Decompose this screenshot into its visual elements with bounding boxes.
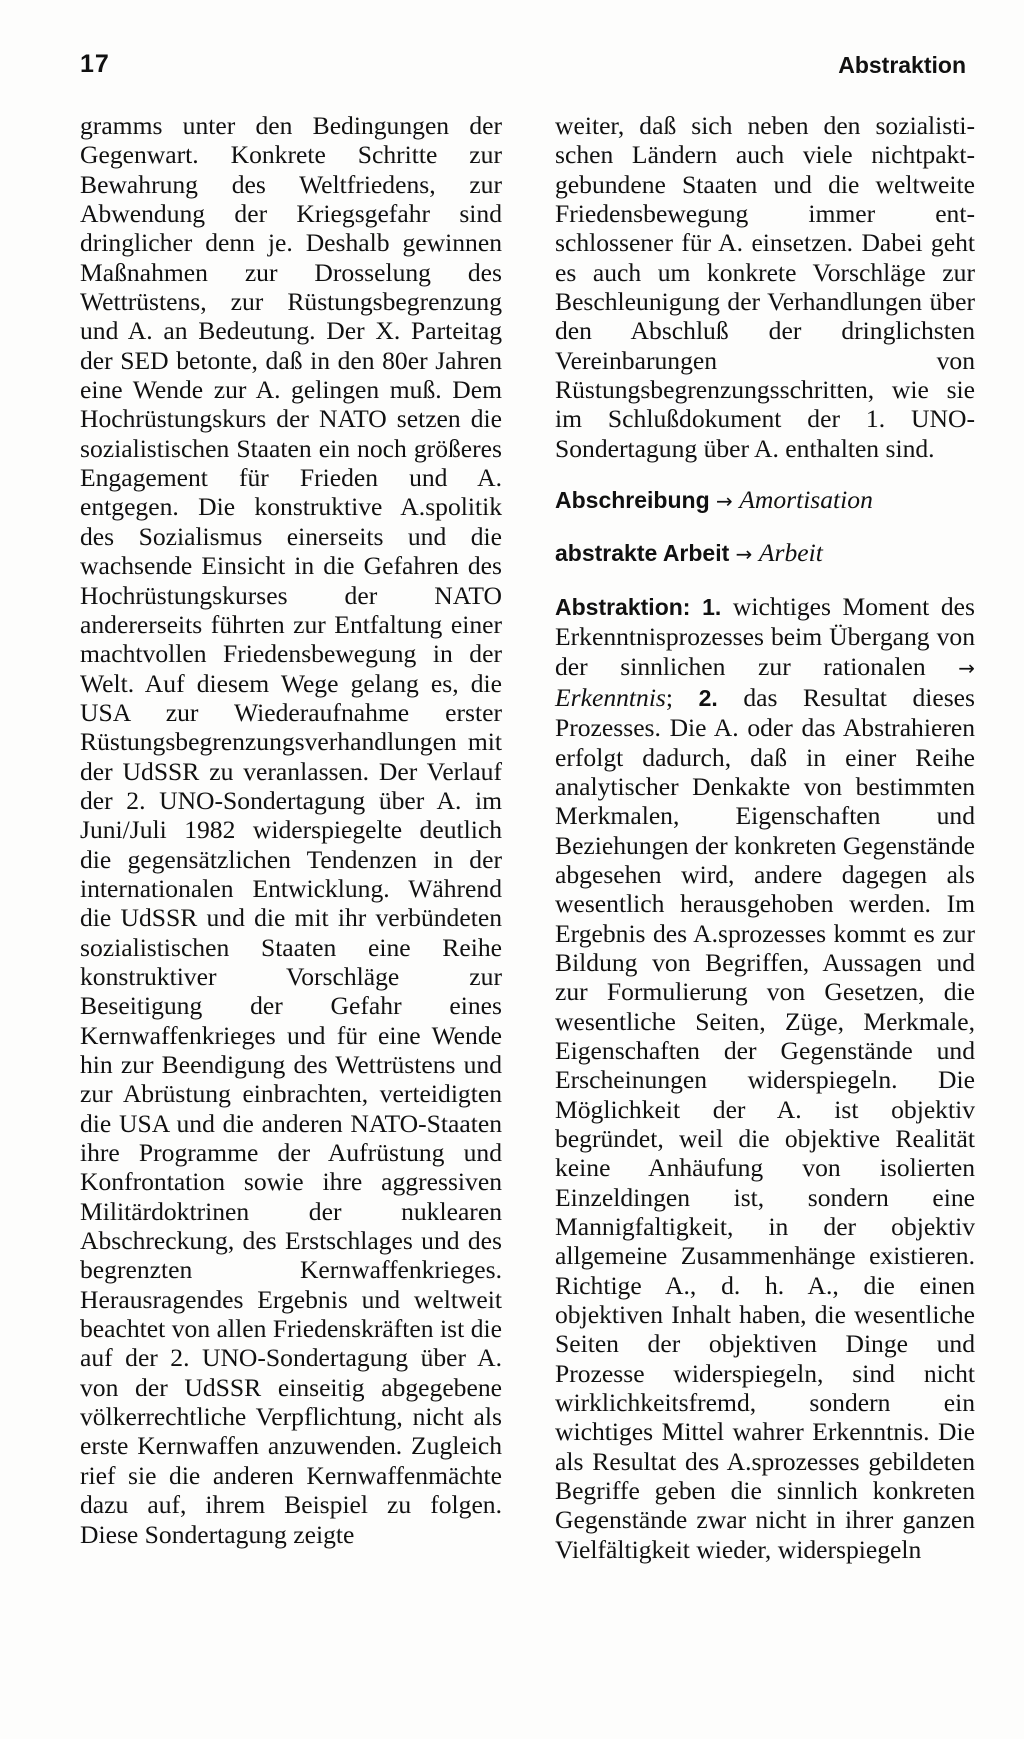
sense-number: 2. <box>698 684 718 711</box>
entry-abschreibung <box>555 485 975 516</box>
running-head: Abstraktion <box>838 52 966 78</box>
entry-text: das Resultat dieses Prozesses. Die A. oder das Abstrahieren erfolgt dadurch, daß in einer Reihe analytischer Denkakte von bestimmten Merkmalen, Eigenschaften und Beziehungen der konkreten Gegenstände abgesehen wird, andere dagegen als wesentlich herausgehoben werden. Im Ergebnis des A.sprozesses kommt es zur Bildung von Begriffen, Aussagen und zur Formulierung von Gesetzen, die wesentliche Seiten, Züge, Merkmale, Eigenschaften der Gegenstände und Erscheinungen widerspiegeln. Die Möglichkeit der A. ist objektiv begründet, weil die objektive Realität keine Anhäufung von isolierten Einzeldingen ist, sondern eine Mannigfaltigkeit, in der objektiv allgemeine Zusammenhänge existieren. Richtige A., d. h. A., die einen objektiven Inhalt haben, die wesentliche Seiten der objektiven Dinge und Prozesse widerspiegeln, sind nicht wirklichkeitsfremd, sondern ein wichtiges Mittel wahrer Erkenntnis. Die als Resultat des A.sprozesses gebildeten Begriffe geben die sinnlich konkreten Gegenstände zwar nicht in ihrer ganzen Vielfältigkeit wieder, widerspiegeln <box>555 682 975 1564</box>
separator: ; <box>665 682 674 712</box>
right-column <box>555 111 975 1564</box>
cross-reference: Arbeit <box>758 538 823 568</box>
entry-abstrakte-arbeit <box>555 538 975 569</box>
headword: abstrakte Arbeit <box>555 540 730 567</box>
entry-abstraktion <box>555 592 975 1564</box>
cross-reference: Erkenntnis <box>555 682 666 712</box>
headword: Abschreibung <box>555 487 710 514</box>
left-column <box>80 111 502 1549</box>
cross-reference-arrow-icon: → <box>735 542 753 567</box>
continuation-text: weiter, daß sich neben den sozialistischen Ländern auch viele nichtpaktgebundene Staaten und die weltweite Friedensbewegung immer entschlossener für A. einsetzen. Dabei geht es auch um konkrete Vorschläge zur Beschleunigung der Verhandlungen über den Abschluß der dringlichsten Vereinbarungen von Rüstungsbegrenzungsschritten, wie sie im Schlußdokument der 1. UNO-Sondertagung über A. enthalten sind. <box>555 111 975 463</box>
page-number: 17 <box>80 50 110 78</box>
entry-text: wichtiges Moment des Erkenntnisprozesses beim Übergang von der sinnlichen zur rationalen <box>555 591 975 681</box>
headword: Abstraktion: <box>555 593 691 620</box>
cross-reference-arrow-icon: → <box>716 489 733 514</box>
cross-reference: Amortisation <box>739 485 873 515</box>
left-column-text: gramms unter den Bedingungen der Gegenwart. Konkrete Schritte zur Bewahrung des Weltfriedens, zur Abwendung der Kriegsgefahr sind dringlicher denn je. Deshalb gewinnen Maßnahmen zur Drosselung des Wettrüstens, zur Rüstungsbegrenzung und A. an Bedeutung. Der X. Parteitag der SED betonte, daß in den 80er Jahren eine Wende zur A. gelingen muß. Dem Hochrüstungskurs der NATO setzen die sozialistischen Staaten ein noch größeres Engagement für Frieden und A. entgegen. Die konstruktive A.spolitik des Sozialismus einerseits und die wachsende Einsicht in die Gefahren des Hochrüstungskurses der NATO andererseits führten zur Entfaltung einer machtvollen Friedensbewegung in der Welt. Auf diesem Wege gelang es, die USA zur Wiederaufnahme erster Rüstungsbegrenzungsverhandlungen mit der UdSSR zu veranlassen. Der Verlauf der 2. UNO-Sondertagung über A. im Juni/Juli 1982 widerspiegelte deutlich die gegensätzlichen Tendenzen in der internationalen Entwicklung. Während die UdSSR und die mit ihr verbündeten sozialistischen Staaten eine Reihe konstruktiver Vorschläge zur Beseitigung der Gefahr eines Kernwaffenkrieges und für eine Wende hin zur Beendigung des Wettrüstens und zur Abrüstung einbrachten, verteidigten die USA und die anderen NATO-Staaten ihre Programme der Aufrüstung und Konfrontation sowie ihre aggressiven Militärdoktrinen der nuklearen Abschreckung, des Erstschlages und des begrenzten Kernwaffenkrieges. Herausragendes Ergebnis und weltweit beachtet von allen Friedenskräften ist die auf der 2. UNO-Sondertagung über A. von der UdSSR einseitig abgegebene völkerrechtliche Verpflichtung, nicht als erste Kernwaffen anzuwenden. Zugleich rief sie die anderen Kernwaffenmächte dazu auf, ihrem Beispiel zu folgen. Diese Sondertagung zeigte <box>80 111 502 1549</box>
sense-number: 1. <box>702 593 722 620</box>
cross-reference-arrow-icon: → <box>958 655 975 680</box>
